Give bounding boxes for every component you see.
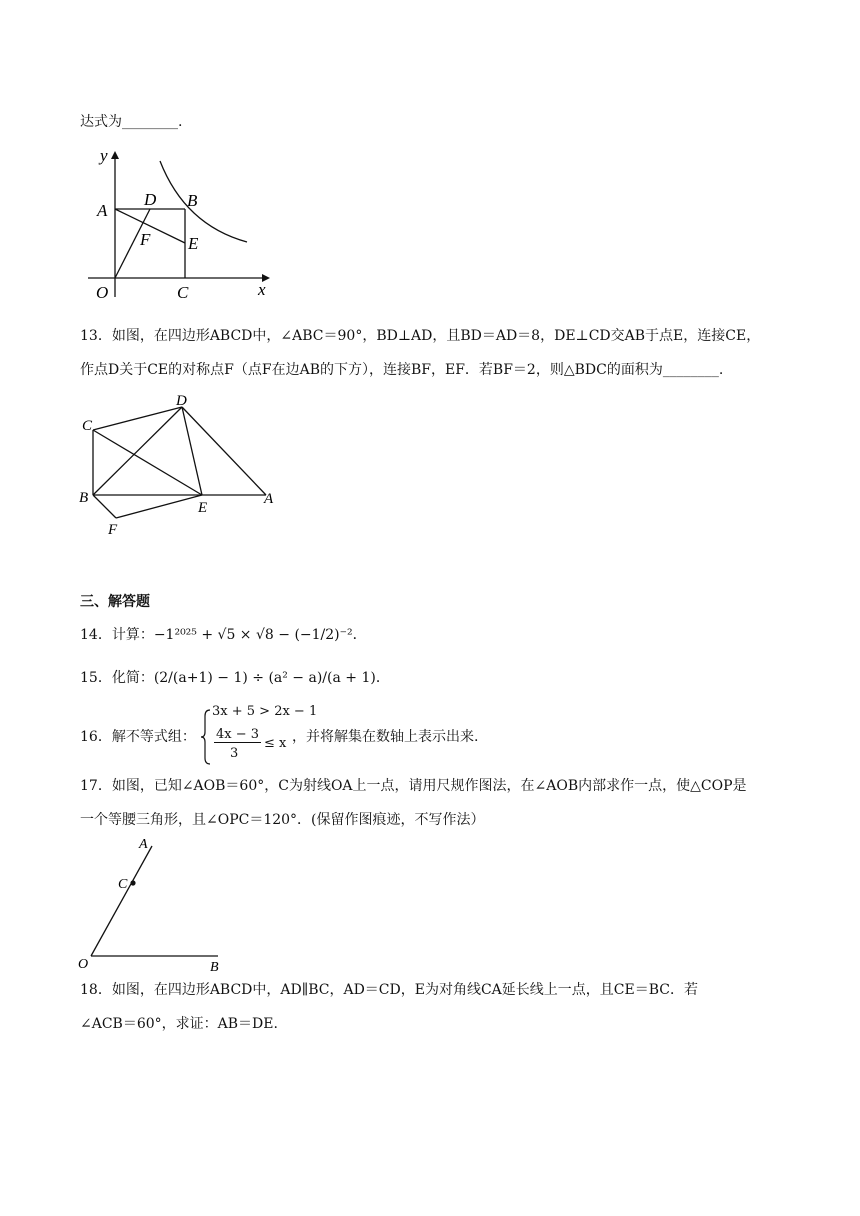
label-B: B (187, 191, 198, 210)
q16-ineq2-den: 3 (230, 746, 239, 761)
label-E: E (198, 500, 208, 516)
q17-line2: 一个等腰三角形，且∠OPC＝120°．(保留作图痕迹，不写作法） (80, 812, 485, 828)
label-O: O (96, 283, 109, 302)
q15-text: 15．化简：(2/(a+1) − 1) ÷ (a² − a)/(a + 1)． (80, 670, 390, 686)
q16 (80, 704, 780, 766)
label-F: F (108, 522, 118, 538)
label-E: E (188, 234, 199, 253)
q16-prefix: 16．解不等式组： (80, 729, 196, 745)
q15 (80, 668, 390, 688)
label-x: x (258, 280, 266, 299)
section-title: 三、解答题 (80, 594, 150, 610)
q18-line1: 18．如图，在四边形ABCD中，AD∥BC，AD＝CD，E为对角线CA延长线上一点，且CE＝BC．若 (80, 982, 698, 998)
q17-line1: 17．如图，已知∠AOB＝60°，C为射线OA上一点，请用尺规作图法，在∠AOB内部求作一点，使△COP是 (80, 778, 747, 794)
previous-question-tail: 达式为________. (80, 114, 183, 130)
label-B: B (79, 490, 89, 506)
q16-ineq2-rel: ≤ x (264, 736, 287, 751)
figure-q12 (80, 145, 280, 305)
label-B: B (210, 960, 219, 975)
label-A: A (97, 201, 108, 220)
q16-suffix: ，并将解集在数轴上表示出来. (292, 729, 479, 745)
q16-ineq1: 3x + 5 > 2x − 1 (212, 704, 318, 719)
q14 (80, 625, 367, 645)
label-A: A (264, 491, 274, 507)
figure-q17 (76, 836, 236, 976)
label-D: D (176, 393, 187, 409)
figure-q13 (76, 390, 286, 540)
label-F: F (140, 230, 151, 249)
q13-line2: 作点D关于CE的对称点F（点F在边AB的下方），连接BF，EF．若BF＝2，则△BDC的面积为________. (80, 362, 724, 378)
label-C: C (118, 877, 128, 892)
label-O: O (78, 957, 89, 972)
label-C: C (177, 283, 189, 302)
label-A: A (139, 837, 148, 852)
q14-text: 14．计算：−1²⁰²⁵ + √5 × √8 − (−1/2)⁻²． (80, 627, 367, 643)
label-y: y (100, 146, 108, 165)
q16-ineq2-num: 4x − 3 (216, 727, 260, 742)
label-C: C (82, 418, 93, 434)
q18-line2: ∠ACB＝60°，求证：AB＝DE. (80, 1016, 278, 1032)
q13-line1: 13．如图，在四边形ABCD中，∠ABC＝90°，BD⊥AD，且BD＝AD＝8，DE⊥CD交AB于点E，连接CE， (80, 328, 761, 344)
label-D: D (144, 190, 157, 209)
